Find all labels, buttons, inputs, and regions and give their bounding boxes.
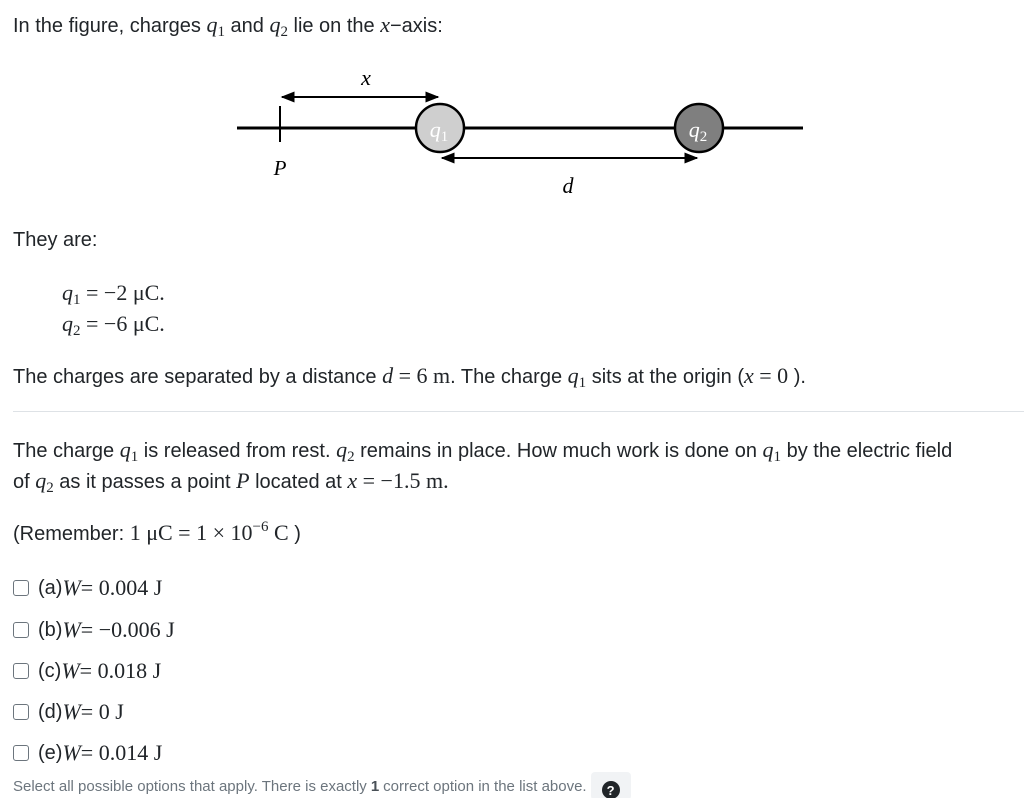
q2-equation: $q_2 = -6$ μC. bbox=[62, 311, 165, 339]
q1-equation: $q_1 = -2$ μC. bbox=[62, 280, 165, 308]
option-c-checkbox[interactable] bbox=[13, 663, 29, 679]
x-distance-label: x bbox=[361, 65, 371, 90]
question-mark-icon: ? bbox=[602, 781, 620, 798]
selection-help-text: Select all possible options that apply. There is exactly 1 correct option in the list above. ? bbox=[13, 772, 631, 798]
charge-q1-label: q1 bbox=[429, 117, 449, 145]
charges-diagram bbox=[230, 62, 810, 202]
d-distance-label: d bbox=[562, 173, 574, 198]
option-c[interactable]: (c) W = 0.018 J bbox=[13, 658, 161, 684]
charge-q2-label: q2 bbox=[688, 117, 708, 145]
option-d-checkbox[interactable] bbox=[13, 704, 29, 720]
point-p-label: P bbox=[273, 156, 287, 180]
question-text-line-1: The charge $q_1$ is released from rest. $q_2$ remains in place. How much work is done on $q_1$ by the electric field bbox=[13, 437, 953, 465]
option-d[interactable]: (d) W = 0 J bbox=[13, 699, 124, 725]
question-text-line-2: of $q_2$ as it passes a point P located at x = −1.5 m. bbox=[13, 468, 449, 496]
remember-note: (Remember: 1 $\mu C = 1 \times 10^{-6}$ C ) bbox=[13, 519, 301, 545]
option-e-checkbox[interactable] bbox=[13, 745, 29, 761]
intro-text: In the figure, charges $q_1$ and $q_2$ lie on the x−axis: bbox=[13, 12, 443, 40]
option-e[interactable]: (e) W = 0.014 J bbox=[13, 740, 162, 766]
they-are-label: They are: bbox=[13, 229, 98, 251]
section-divider bbox=[13, 411, 1024, 412]
separation-text: The charges are separated by a distance d = 6 m. The charge $q_1$ sits at the origin (x = 0 ). bbox=[13, 363, 806, 391]
option-b-checkbox[interactable] bbox=[13, 622, 29, 638]
help-button[interactable] bbox=[591, 772, 631, 798]
option-a-checkbox[interactable] bbox=[13, 580, 29, 596]
option-a[interactable]: (a) W = 0.004 J bbox=[13, 575, 162, 601]
option-b[interactable]: (b) W = −0.006 J bbox=[13, 617, 175, 643]
